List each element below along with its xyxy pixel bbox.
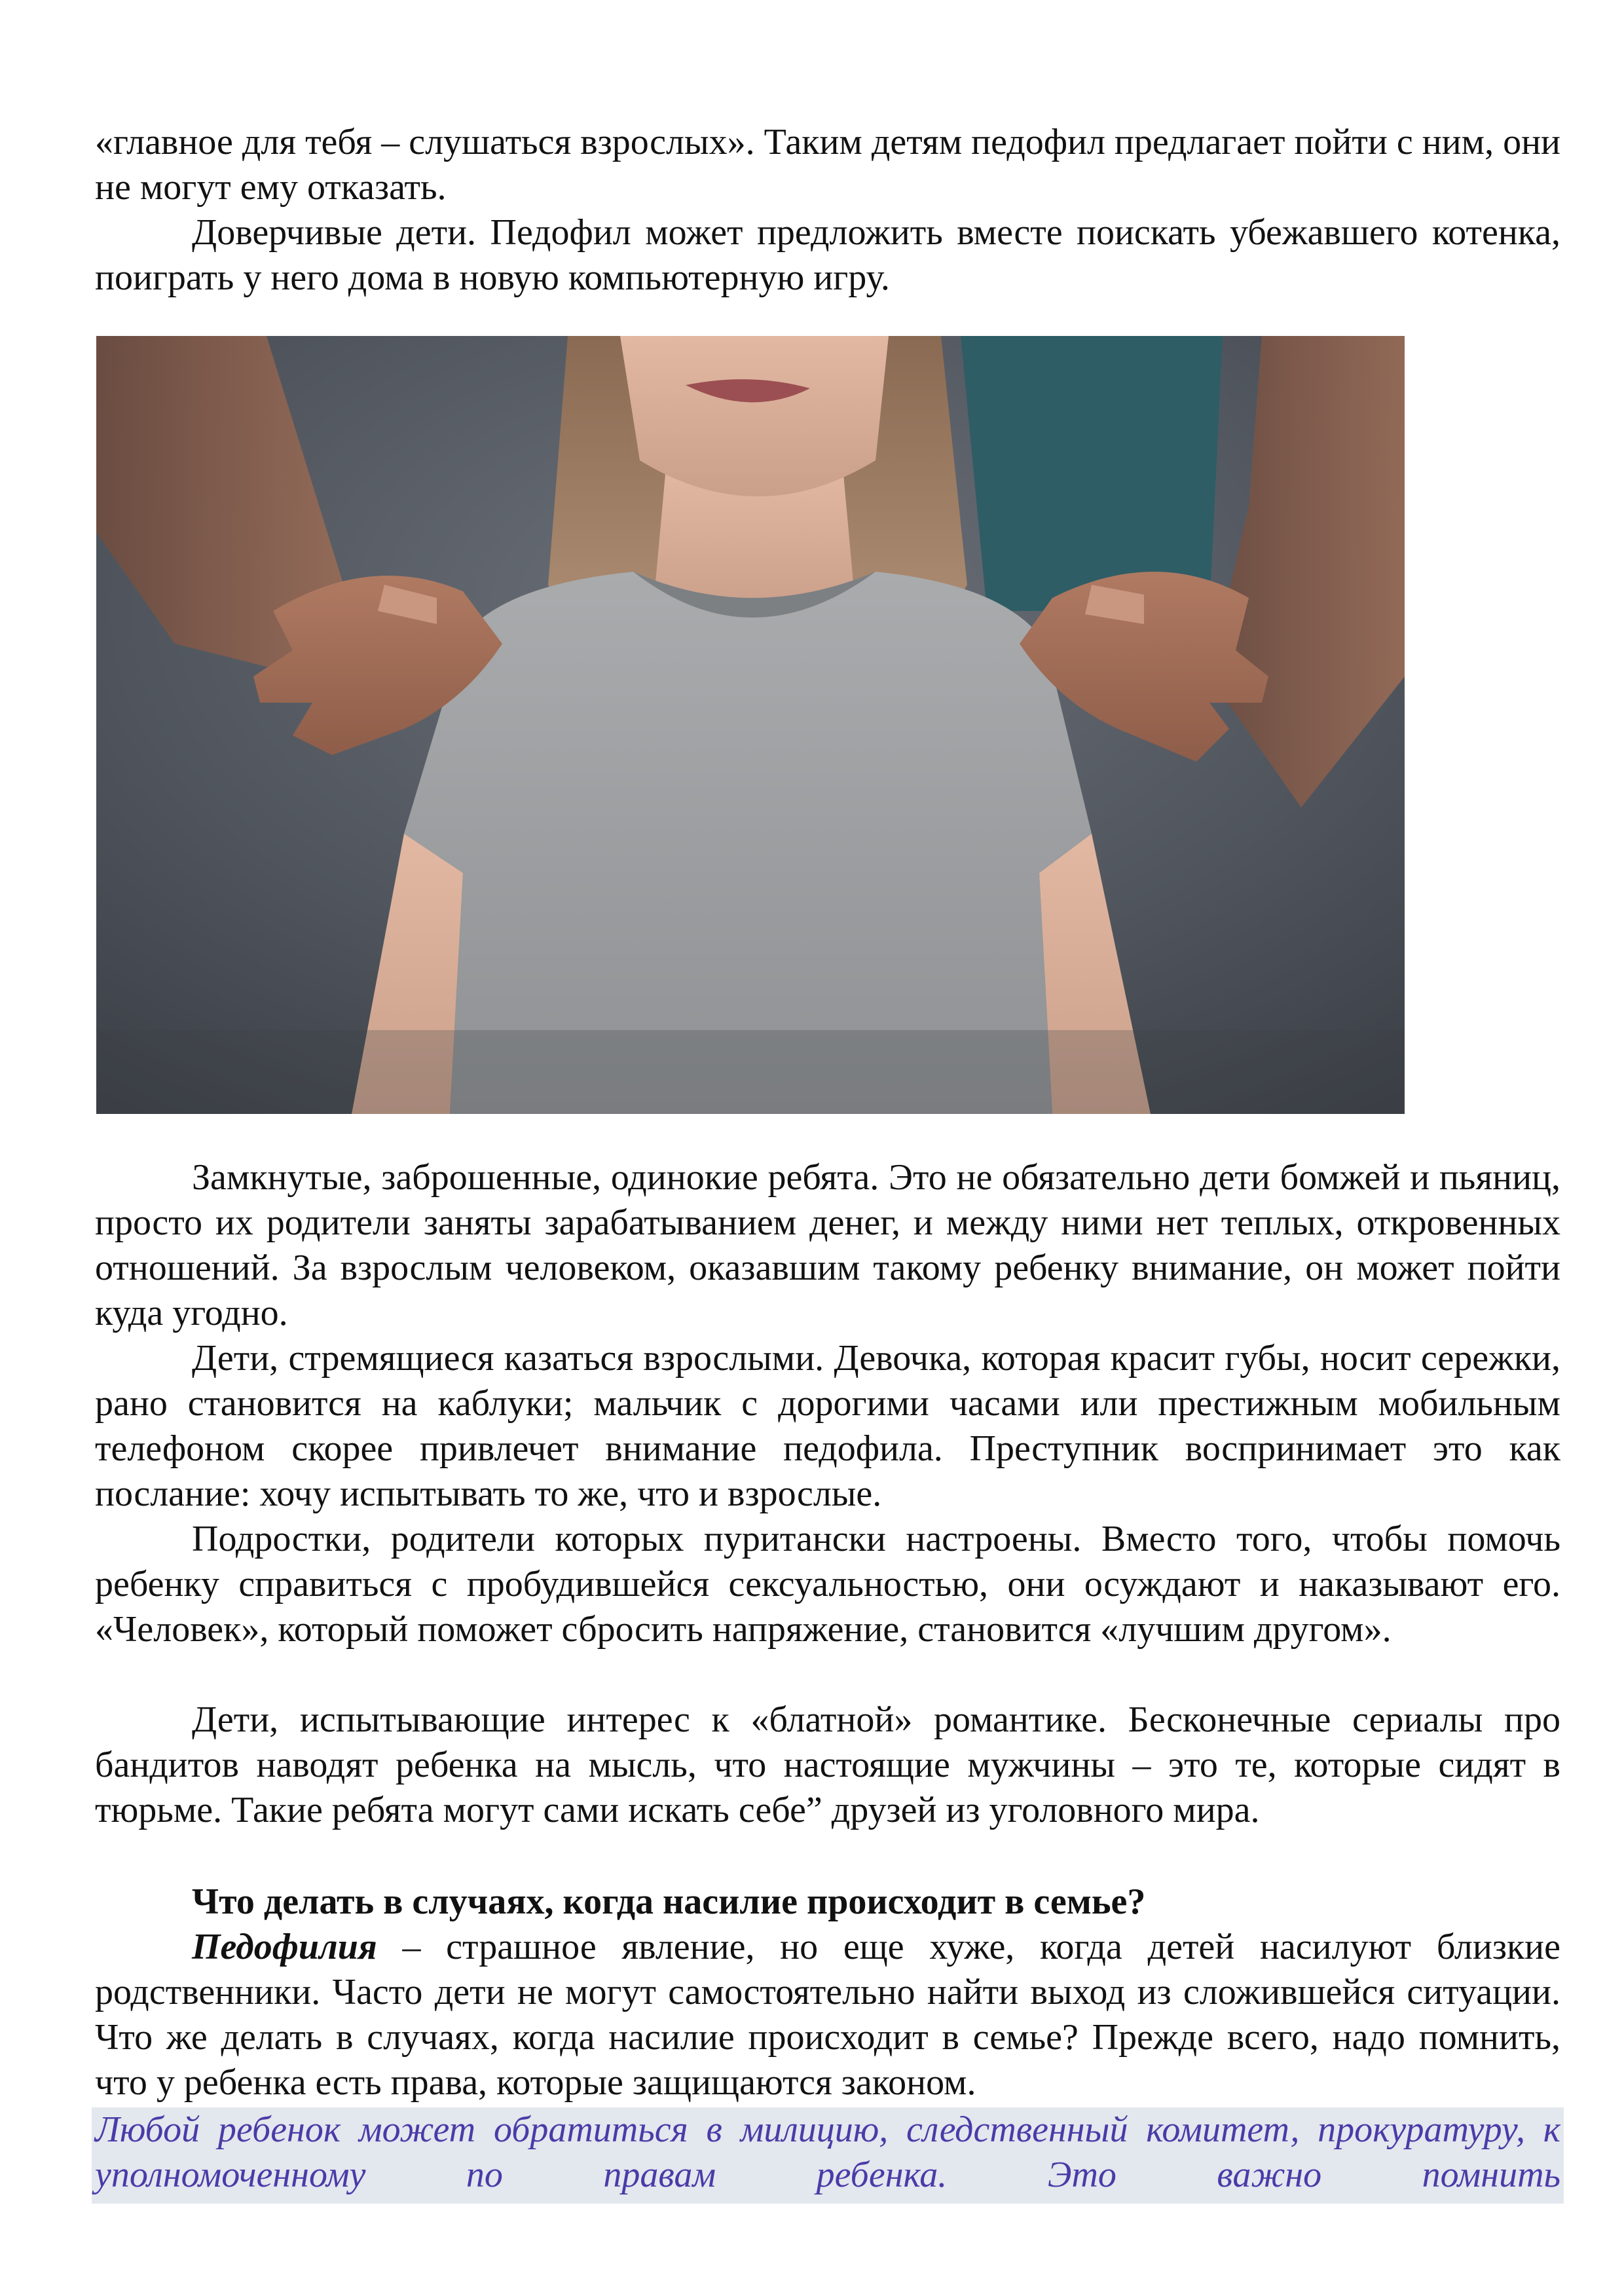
paragraph-top-1: «главное для тебя – слушаться взрослых». Таким детям педофил предлагает пойти с ним, они не могут ему отказать.: [95, 122, 1561, 208]
paragraph-puritan-parents: Подростки, родители которых пуритански настроены. Вместо того, чтобы помочь ребенку справиться с пробудившейся сексуальностью, они осуждают и наказывают его. «Человек», который поможет сбросить напряжение, становится «лучшим другом».: [95, 1519, 1560, 1650]
highlighted-advice: Любой ребенок может обратиться в милицию, следственный комитет, прокуратуру, к уполномоченному по правам ребенка. Это важно помнить: [95, 2109, 1560, 2195]
paragraph-family-violence: [95, 1925, 1560, 2105]
paragraph-criminal-romance: Дети, испытывающие интерес к «блатной» романтике. Бесконечные сериалы про бандитов наводят ребенка на мысль, что настоящие мужчины – это те, которые сидят в тюрьме. Такие ребята могут сами искать себе” друзей из уголовного мира.: [95, 1699, 1560, 1830]
paragraph-withdrawn-kids: Замкнутые, заброшенные, одинокие ребята. Это не обязательно дети бомжей и пьяниц, просто их родители заняты зарабатыванием денег, и между ними нет теплых, откровенных отношений. За взрослым человеком, оказавшим такому ребенку внимание, он может пойти куда угодно.: [95, 1157, 1560, 1333]
paragraph-top-2: Доверчивые дети. Педофил может предложить вместе поискать убежавшего котенка, поиграть у него дома в новую компьютерную игру.: [95, 212, 1560, 298]
photo-illustration: [96, 336, 1405, 1114]
paragraph-grownup-kids: Дети, стремящиеся казаться взрослыми. Девочка, которая красит губы, носит сережки, рано становится на каблуки; мальчик с дорогими часами или престижным мобильным телефоном скорее привлечет внимание педофила. Преступник воспринимает это как послание: хочу испытывать то же, что и взрослые.: [95, 1338, 1560, 1514]
paragraph-family-violence-text: – страшное явление, но еще хуже, когда детей насилуют близкие родственники. Часто дети не могут самостоятельно найти выход из сложившейся ситуации. Что же делать в случаях, когда насилие происходит в семье? Прежде всего, надо помнить, что у ребенка есть права, которые защищаются законом.: [95, 1927, 1560, 2103]
term-pedophilia: Педофилия: [192, 1927, 377, 1967]
section-heading: Что делать в случаях, когда насилие происходит в семье?: [192, 1881, 1146, 1922]
photo-girl-with-adult-hands: [96, 336, 1405, 1114]
